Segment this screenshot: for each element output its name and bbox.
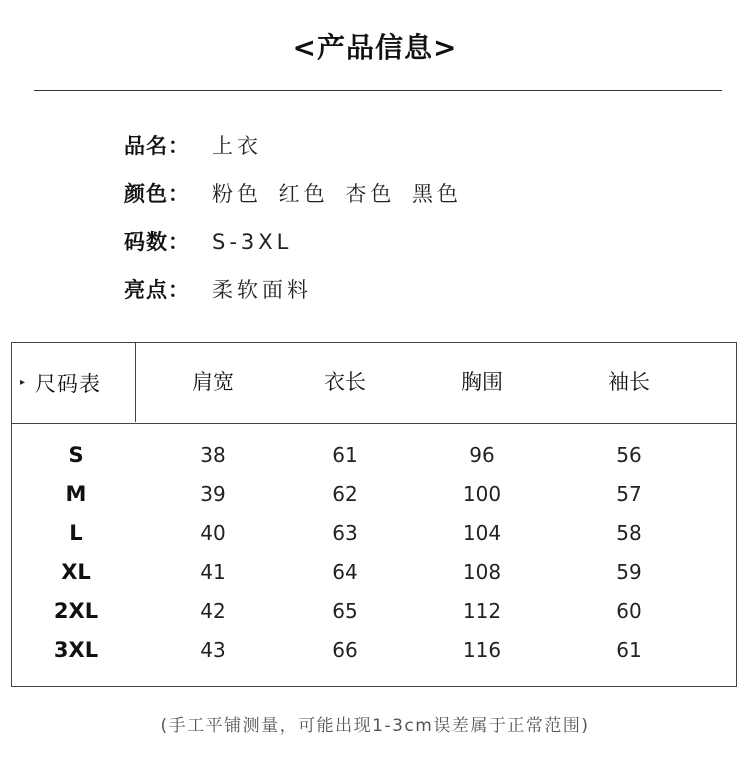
size-cell: XL <box>61 560 91 584</box>
table-row <box>12 436 736 475</box>
table-cell: 42 <box>200 599 226 623</box>
size-chart-table <box>11 342 737 687</box>
table-cell: 112 <box>462 599 502 623</box>
triangle-right-icon: ▸ <box>20 377 26 388</box>
table-cell: 59 <box>616 560 642 584</box>
info-label: 亮点： <box>124 278 190 302</box>
column-header-sleeve: 袖长 <box>608 370 650 394</box>
table-cell: 40 <box>200 521 226 545</box>
table-cell: 66 <box>332 638 358 662</box>
table-header <box>12 343 736 424</box>
table-cell: 65 <box>332 599 358 623</box>
table-cell: 96 <box>469 443 495 467</box>
title-divider <box>34 90 722 91</box>
table-row <box>12 592 736 631</box>
info-row-name <box>124 122 462 170</box>
table-cell: 39 <box>200 482 226 506</box>
product-info <box>124 122 462 314</box>
table-cell: 100 <box>462 482 502 506</box>
table-cell: 57 <box>616 482 642 506</box>
info-value: 柔软面料 <box>212 278 312 302</box>
table-cell: 58 <box>616 521 642 545</box>
info-row-highlight <box>124 266 462 314</box>
table-row <box>12 475 736 514</box>
table-cell: 56 <box>616 443 642 467</box>
info-label: 颜色： <box>124 182 190 206</box>
table-cell: 116 <box>462 638 502 662</box>
table-cell: 60 <box>616 599 642 623</box>
column-header-shoulder: 肩宽 <box>192 370 234 394</box>
info-value: S-3XL <box>212 230 293 254</box>
size-cell: M <box>65 482 87 506</box>
table-cell: 108 <box>462 560 502 584</box>
info-row-size <box>124 218 462 266</box>
column-header-length: 衣长 <box>324 370 366 394</box>
size-cell: 2XL <box>53 599 99 623</box>
column-header-chest: 胸围 <box>461 370 503 394</box>
table-cell: 61 <box>616 638 642 662</box>
page-title: <产品信息> <box>292 31 458 64</box>
size-chart-corner <box>12 343 136 422</box>
table-cell: 41 <box>200 560 226 584</box>
info-label: 码数： <box>124 230 190 254</box>
table-row <box>12 514 736 553</box>
table-cell: 63 <box>332 521 358 545</box>
size-cell: L <box>69 521 83 545</box>
info-value: 粉色 红色 杏色 黑色 <box>212 182 463 206</box>
size-cell: 3XL <box>53 638 99 662</box>
table-cell: 64 <box>332 560 358 584</box>
size-chart-label: 尺码表 <box>35 371 102 396</box>
measurement-note: (手工平铺测量，可能出现1-3cm误差属于正常范围) <box>160 716 590 736</box>
table-row <box>12 553 736 592</box>
table-cell: 38 <box>200 443 226 467</box>
info-value: 上衣 <box>212 134 262 158</box>
info-row-color <box>124 170 462 218</box>
table-cell: 61 <box>332 443 358 467</box>
table-cell: 104 <box>462 521 502 545</box>
size-cell: S <box>68 443 84 467</box>
table-row <box>12 631 736 670</box>
table-cell: 62 <box>332 482 358 506</box>
info-label: 品名： <box>124 134 190 158</box>
table-cell: 43 <box>200 638 226 662</box>
